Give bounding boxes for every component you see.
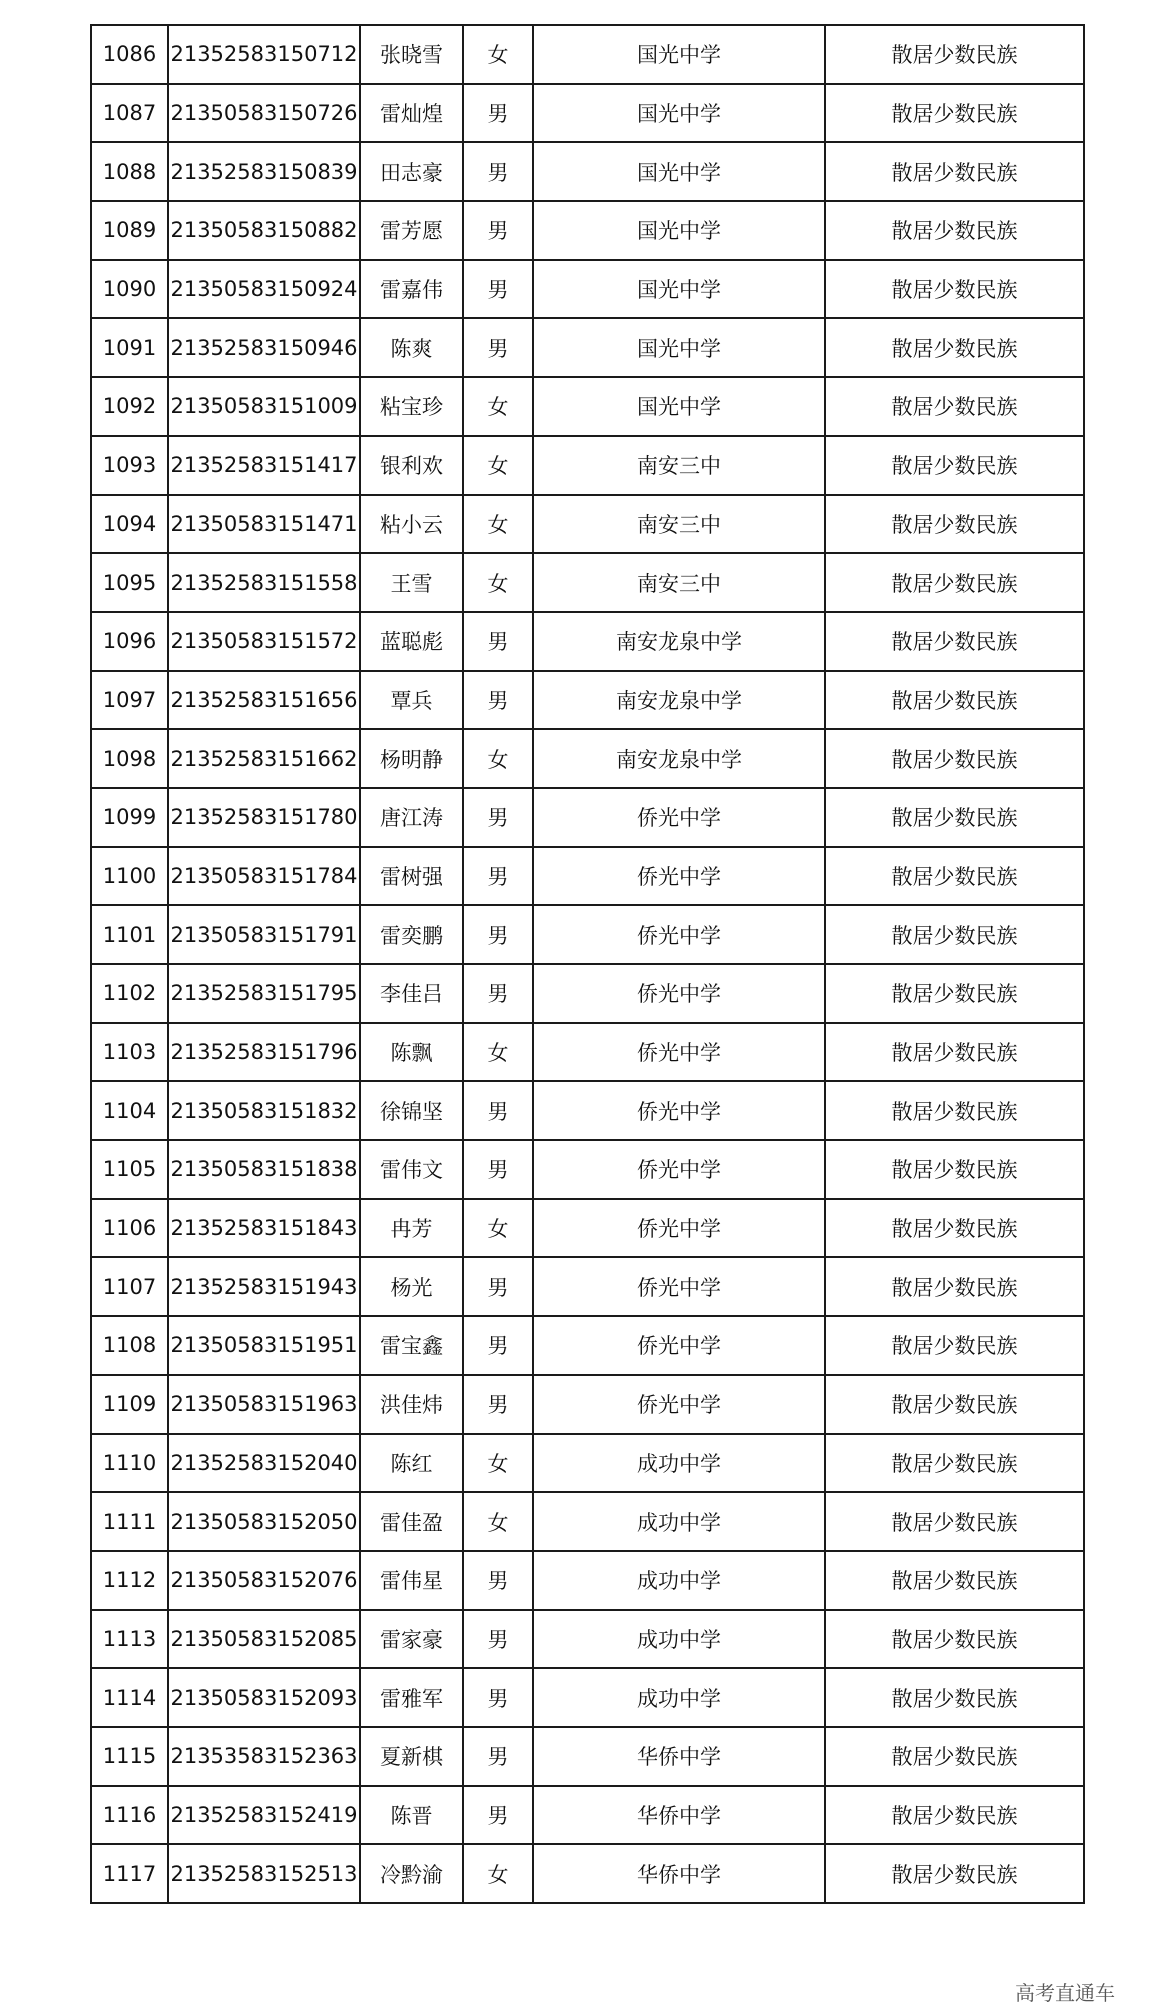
cell-category: 散居少数民族 xyxy=(825,84,1084,143)
cell-category: 散居少数民族 xyxy=(825,612,1084,671)
cell-student-name: 雷芳愿 xyxy=(360,201,463,260)
cell-student-name: 银利欢 xyxy=(360,436,463,495)
cell-exam-id: 21352583151662 xyxy=(168,729,360,788)
cell-school: 成功中学 xyxy=(533,1551,825,1610)
cell-school: 南安三中 xyxy=(533,495,825,554)
cell-gender: 女 xyxy=(463,436,533,495)
cell-student-name: 雷树强 xyxy=(360,847,463,906)
cell-school: 侨光中学 xyxy=(533,905,825,964)
cell-sequence-number: 1100 xyxy=(91,847,168,906)
cell-sequence-number: 1111 xyxy=(91,1492,168,1551)
cell-category: 散居少数民族 xyxy=(825,964,1084,1023)
cell-category: 散居少数民族 xyxy=(825,1140,1084,1199)
cell-gender: 男 xyxy=(463,1081,533,1140)
table-row xyxy=(91,1199,1084,1258)
cell-exam-id: 21350583151951 xyxy=(168,1316,360,1375)
cell-exam-id: 21350583151963 xyxy=(168,1375,360,1434)
cell-category: 散居少数民族 xyxy=(825,553,1084,612)
cell-category: 散居少数民族 xyxy=(825,1081,1084,1140)
cell-sequence-number: 1102 xyxy=(91,964,168,1023)
cell-student-name: 雷家豪 xyxy=(360,1610,463,1669)
cell-student-name: 陈爽 xyxy=(360,318,463,377)
cell-gender: 女 xyxy=(463,1434,533,1493)
cell-exam-id: 21350583152050 xyxy=(168,1492,360,1551)
cell-sequence-number: 1086 xyxy=(91,25,168,84)
cell-student-name: 杨明静 xyxy=(360,729,463,788)
cell-category: 散居少数民族 xyxy=(825,260,1084,319)
cell-school: 南安三中 xyxy=(533,436,825,495)
cell-category: 散居少数民族 xyxy=(825,1257,1084,1316)
cell-exam-id: 21350583151471 xyxy=(168,495,360,554)
cell-gender: 男 xyxy=(463,1668,533,1727)
cell-gender: 男 xyxy=(463,671,533,730)
cell-category: 散居少数民族 xyxy=(825,1434,1084,1493)
cell-sequence-number: 1109 xyxy=(91,1375,168,1434)
cell-category: 散居少数民族 xyxy=(825,1727,1084,1786)
cell-exam-id: 21350583151838 xyxy=(168,1140,360,1199)
table-row xyxy=(91,318,1084,377)
cell-school: 侨光中学 xyxy=(533,964,825,1023)
cell-exam-id: 21352583151843 xyxy=(168,1199,360,1258)
cell-student-name: 雷伟星 xyxy=(360,1551,463,1610)
cell-category: 散居少数民族 xyxy=(825,1492,1084,1551)
cell-student-name: 雷宝鑫 xyxy=(360,1316,463,1375)
student-list-table xyxy=(90,24,1085,1904)
table-row xyxy=(91,1610,1084,1669)
cell-student-name: 冷黔渝 xyxy=(360,1844,463,1903)
cell-gender: 男 xyxy=(463,1140,533,1199)
cell-school: 侨光中学 xyxy=(533,1199,825,1258)
cell-category: 散居少数民族 xyxy=(825,1610,1084,1669)
cell-gender: 女 xyxy=(463,1023,533,1082)
cell-student-name: 雷嘉伟 xyxy=(360,260,463,319)
cell-exam-id: 21350583151791 xyxy=(168,905,360,964)
table-row xyxy=(91,1434,1084,1493)
cell-exam-id: 21350583151572 xyxy=(168,612,360,671)
cell-sequence-number: 1088 xyxy=(91,142,168,201)
cell-school: 国光中学 xyxy=(533,318,825,377)
cell-sequence-number: 1096 xyxy=(91,612,168,671)
table-row xyxy=(91,142,1084,201)
table-row xyxy=(91,377,1084,436)
cell-gender: 女 xyxy=(463,1492,533,1551)
cell-category: 散居少数民族 xyxy=(825,201,1084,260)
cell-category: 散居少数民族 xyxy=(825,1668,1084,1727)
cell-student-name: 陈红 xyxy=(360,1434,463,1493)
cell-category: 散居少数民族 xyxy=(825,142,1084,201)
cell-school: 侨光中学 xyxy=(533,1140,825,1199)
table-row xyxy=(91,1492,1084,1551)
cell-exam-id: 21352583152419 xyxy=(168,1786,360,1845)
cell-sequence-number: 1094 xyxy=(91,495,168,554)
cell-gender: 男 xyxy=(463,1316,533,1375)
cell-sequence-number: 1116 xyxy=(91,1786,168,1845)
cell-school: 国光中学 xyxy=(533,260,825,319)
cell-school: 华侨中学 xyxy=(533,1844,825,1903)
cell-category: 散居少数民族 xyxy=(825,1375,1084,1434)
cell-student-name: 雷雅军 xyxy=(360,1668,463,1727)
table-row xyxy=(91,1140,1084,1199)
cell-student-name: 李佳吕 xyxy=(360,964,463,1023)
table-row xyxy=(91,495,1084,554)
cell-sequence-number: 1115 xyxy=(91,1727,168,1786)
cell-exam-id: 21352583151943 xyxy=(168,1257,360,1316)
table-row xyxy=(91,1786,1084,1845)
watermark-text: 高考直通车 xyxy=(1015,1981,1115,2005)
cell-exam-id: 21350583150924 xyxy=(168,260,360,319)
cell-sequence-number: 1112 xyxy=(91,1551,168,1610)
cell-exam-id: 21350583152085 xyxy=(168,1610,360,1669)
cell-sequence-number: 1106 xyxy=(91,1199,168,1258)
table-row xyxy=(91,729,1084,788)
cell-sequence-number: 1110 xyxy=(91,1434,168,1493)
cell-school: 成功中学 xyxy=(533,1492,825,1551)
cell-school: 华侨中学 xyxy=(533,1786,825,1845)
cell-sequence-number: 1090 xyxy=(91,260,168,319)
cell-student-name: 田志豪 xyxy=(360,142,463,201)
cell-gender: 女 xyxy=(463,729,533,788)
cell-category: 散居少数民族 xyxy=(825,377,1084,436)
cell-gender: 女 xyxy=(463,377,533,436)
cell-category: 散居少数民族 xyxy=(825,788,1084,847)
cell-gender: 男 xyxy=(463,84,533,143)
cell-sequence-number: 1087 xyxy=(91,84,168,143)
cell-school: 国光中学 xyxy=(533,25,825,84)
cell-gender: 女 xyxy=(463,1844,533,1903)
table-row xyxy=(91,201,1084,260)
cell-category: 散居少数民族 xyxy=(825,1551,1084,1610)
table-row xyxy=(91,1668,1084,1727)
cell-school: 南安龙泉中学 xyxy=(533,729,825,788)
cell-sequence-number: 1105 xyxy=(91,1140,168,1199)
table-row xyxy=(91,1081,1084,1140)
cell-gender: 女 xyxy=(463,25,533,84)
cell-student-name: 王雪 xyxy=(360,553,463,612)
cell-student-name: 徐锦坚 xyxy=(360,1081,463,1140)
cell-sequence-number: 1101 xyxy=(91,905,168,964)
cell-exam-id: 21350583152093 xyxy=(168,1668,360,1727)
cell-sequence-number: 1097 xyxy=(91,671,168,730)
table-row xyxy=(91,1023,1084,1082)
table-body xyxy=(91,25,1084,1903)
table-row xyxy=(91,1727,1084,1786)
cell-school: 侨光中学 xyxy=(533,1316,825,1375)
cell-gender: 男 xyxy=(463,905,533,964)
cell-student-name: 雷佳盈 xyxy=(360,1492,463,1551)
cell-student-name: 雷伟文 xyxy=(360,1140,463,1199)
cell-sequence-number: 1108 xyxy=(91,1316,168,1375)
cell-category: 散居少数民族 xyxy=(825,1199,1084,1258)
cell-gender: 男 xyxy=(463,260,533,319)
cell-exam-id: 21352583151417 xyxy=(168,436,360,495)
table-row xyxy=(91,788,1084,847)
cell-category: 散居少数民族 xyxy=(825,1786,1084,1845)
cell-exam-id: 21352583151780 xyxy=(168,788,360,847)
cell-student-name: 陈晋 xyxy=(360,1786,463,1845)
cell-student-name: 粘宝珍 xyxy=(360,377,463,436)
cell-school: 侨光中学 xyxy=(533,1023,825,1082)
cell-exam-id: 21352583150946 xyxy=(168,318,360,377)
cell-exam-id: 21352583152040 xyxy=(168,1434,360,1493)
cell-school: 国光中学 xyxy=(533,377,825,436)
cell-school: 国光中学 xyxy=(533,84,825,143)
table-row xyxy=(91,1375,1084,1434)
cell-exam-id: 21350583150882 xyxy=(168,201,360,260)
cell-exam-id: 21350583151832 xyxy=(168,1081,360,1140)
cell-school: 侨光中学 xyxy=(533,1081,825,1140)
cell-gender: 男 xyxy=(463,1257,533,1316)
table-row xyxy=(91,847,1084,906)
cell-gender: 男 xyxy=(463,1786,533,1845)
table-row xyxy=(91,436,1084,495)
cell-exam-id: 21352583151656 xyxy=(168,671,360,730)
cell-sequence-number: 1104 xyxy=(91,1081,168,1140)
cell-exam-id: 21352583152513 xyxy=(168,1844,360,1903)
cell-exam-id: 21352583151558 xyxy=(168,553,360,612)
cell-school: 国光中学 xyxy=(533,142,825,201)
cell-gender: 男 xyxy=(463,1551,533,1610)
cell-exam-id: 21352583151796 xyxy=(168,1023,360,1082)
cell-sequence-number: 1114 xyxy=(91,1668,168,1727)
table-row xyxy=(91,905,1084,964)
cell-sequence-number: 1117 xyxy=(91,1844,168,1903)
cell-school: 成功中学 xyxy=(533,1668,825,1727)
cell-student-name: 蓝聪彪 xyxy=(360,612,463,671)
cell-gender: 男 xyxy=(463,847,533,906)
table-row xyxy=(91,1316,1084,1375)
cell-student-name: 张晓雪 xyxy=(360,25,463,84)
cell-category: 散居少数民族 xyxy=(825,436,1084,495)
cell-school: 成功中学 xyxy=(533,1610,825,1669)
cell-school: 侨光中学 xyxy=(533,1375,825,1434)
cell-student-name: 夏新棋 xyxy=(360,1727,463,1786)
cell-sequence-number: 1089 xyxy=(91,201,168,260)
cell-exam-id: 21353583152363 xyxy=(168,1727,360,1786)
cell-school: 南安龙泉中学 xyxy=(533,671,825,730)
cell-gender: 男 xyxy=(463,142,533,201)
cell-exam-id: 21352583150839 xyxy=(168,142,360,201)
cell-sequence-number: 1092 xyxy=(91,377,168,436)
cell-student-name: 雷奕鹏 xyxy=(360,905,463,964)
cell-exam-id: 21352583150712 xyxy=(168,25,360,84)
cell-student-name: 覃兵 xyxy=(360,671,463,730)
cell-student-name: 陈飘 xyxy=(360,1023,463,1082)
table-row xyxy=(91,1551,1084,1610)
table-row xyxy=(91,1257,1084,1316)
cell-sequence-number: 1103 xyxy=(91,1023,168,1082)
cell-exam-id: 21350583151009 xyxy=(168,377,360,436)
cell-category: 散居少数民族 xyxy=(825,25,1084,84)
table-row xyxy=(91,612,1084,671)
cell-sequence-number: 1091 xyxy=(91,318,168,377)
cell-category: 散居少数民族 xyxy=(825,1316,1084,1375)
cell-school: 国光中学 xyxy=(533,201,825,260)
cell-sequence-number: 1113 xyxy=(91,1610,168,1669)
cell-gender: 女 xyxy=(463,495,533,554)
cell-exam-id: 21352583151795 xyxy=(168,964,360,1023)
cell-sequence-number: 1098 xyxy=(91,729,168,788)
cell-student-name: 唐江涛 xyxy=(360,788,463,847)
cell-gender: 男 xyxy=(463,1610,533,1669)
table-row xyxy=(91,1844,1084,1903)
cell-category: 散居少数民族 xyxy=(825,905,1084,964)
cell-student-name: 粘小云 xyxy=(360,495,463,554)
cell-student-name: 杨光 xyxy=(360,1257,463,1316)
cell-category: 散居少数民族 xyxy=(825,1844,1084,1903)
cell-gender: 女 xyxy=(463,1199,533,1258)
cell-student-name: 冉芳 xyxy=(360,1199,463,1258)
cell-gender: 男 xyxy=(463,788,533,847)
cell-gender: 男 xyxy=(463,964,533,1023)
cell-sequence-number: 1093 xyxy=(91,436,168,495)
table-row xyxy=(91,84,1084,143)
cell-gender: 男 xyxy=(463,612,533,671)
cell-school: 华侨中学 xyxy=(533,1727,825,1786)
cell-exam-id: 21350583152076 xyxy=(168,1551,360,1610)
cell-gender: 男 xyxy=(463,1375,533,1434)
cell-school: 侨光中学 xyxy=(533,847,825,906)
cell-gender: 男 xyxy=(463,201,533,260)
table-row xyxy=(91,671,1084,730)
table-row xyxy=(91,964,1084,1023)
cell-category: 散居少数民族 xyxy=(825,847,1084,906)
table-row xyxy=(91,25,1084,84)
cell-gender: 女 xyxy=(463,553,533,612)
cell-category: 散居少数民族 xyxy=(825,729,1084,788)
cell-school: 南安龙泉中学 xyxy=(533,612,825,671)
cell-category: 散居少数民族 xyxy=(825,318,1084,377)
cell-gender: 男 xyxy=(463,318,533,377)
cell-student-name: 雷灿煌 xyxy=(360,84,463,143)
cell-category: 散居少数民族 xyxy=(825,1023,1084,1082)
cell-school: 侨光中学 xyxy=(533,788,825,847)
cell-exam-id: 21350583151784 xyxy=(168,847,360,906)
table-row xyxy=(91,260,1084,319)
cell-school: 南安三中 xyxy=(533,553,825,612)
cell-category: 散居少数民族 xyxy=(825,495,1084,554)
cell-student-name: 洪佳炜 xyxy=(360,1375,463,1434)
cell-exam-id: 21350583150726 xyxy=(168,84,360,143)
cell-sequence-number: 1095 xyxy=(91,553,168,612)
cell-sequence-number: 1107 xyxy=(91,1257,168,1316)
cell-school: 侨光中学 xyxy=(533,1257,825,1316)
cell-gender: 男 xyxy=(463,1727,533,1786)
cell-school: 成功中学 xyxy=(533,1434,825,1493)
cell-category: 散居少数民族 xyxy=(825,671,1084,730)
table-row xyxy=(91,553,1084,612)
cell-sequence-number: 1099 xyxy=(91,788,168,847)
